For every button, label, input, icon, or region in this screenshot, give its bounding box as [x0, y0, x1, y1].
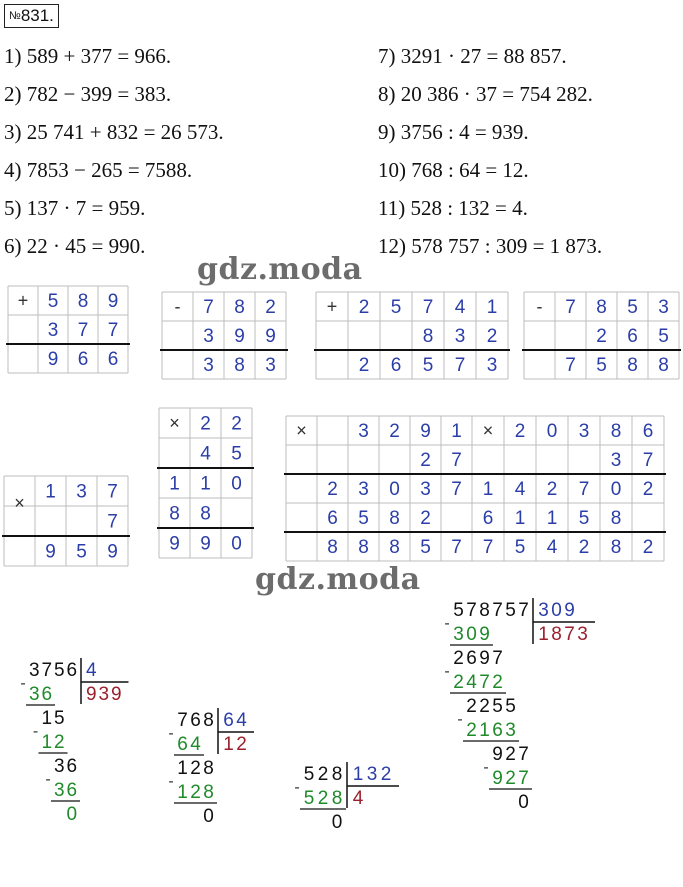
- remainder-digit: 7: [492, 648, 503, 669]
- divisor-digit: 9: [564, 600, 575, 621]
- operator-sign: ×: [14, 493, 25, 513]
- remainder-digit: 0: [518, 792, 529, 813]
- watermark: gdz.moda: [197, 252, 363, 287]
- subtrahend-digit: 2: [53, 732, 65, 753]
- digit: 2: [358, 354, 370, 376]
- digit: 6: [482, 507, 494, 529]
- digit: 5: [47, 290, 59, 312]
- digit: 0: [231, 473, 242, 495]
- dividend-digit: 5: [453, 600, 464, 621]
- dividend-digit: 7: [41, 660, 53, 681]
- digit: 3: [658, 296, 669, 318]
- quotient-digit: 4: [352, 788, 364, 809]
- remainder-digit: 2: [466, 696, 477, 717]
- equation-6: 6) 22 · 45 = 990.: [4, 234, 146, 258]
- minus-sign: -: [45, 771, 51, 788]
- quotient-digit: 3: [577, 624, 588, 645]
- digit: 8: [389, 507, 400, 529]
- equation-1: 1) 589 + 377 = 966.: [4, 44, 172, 68]
- dividend-digit: 7: [177, 710, 188, 731]
- digit: 3: [47, 319, 59, 341]
- subtrahend-digit: 1: [479, 720, 490, 741]
- digit: 8: [200, 503, 211, 525]
- remainder-digit: 9: [492, 744, 503, 765]
- digit: 2: [358, 296, 370, 318]
- quotient-digit: 8: [551, 624, 562, 645]
- equation-12: 12) 578 757 : 309 = 1 873.: [378, 234, 603, 258]
- digit: 7: [422, 296, 434, 318]
- subtrahend-digit: 3: [505, 720, 516, 741]
- divisor-digit: 0: [551, 600, 562, 621]
- digit: 7: [642, 449, 654, 471]
- digit: 2: [596, 325, 607, 347]
- divisor-digit: 3: [366, 764, 378, 785]
- quotient-digit: 2: [236, 734, 247, 755]
- digit: 9: [45, 541, 56, 563]
- digit: 5: [422, 354, 434, 376]
- remainder-digit: 9: [479, 648, 490, 669]
- digit: 8: [234, 354, 245, 376]
- equation-7: 7) 3291 · 27 = 88 857.: [378, 44, 567, 68]
- digit: 8: [327, 536, 338, 558]
- digit: 6: [77, 348, 89, 370]
- subtrahend-digit: 7: [479, 672, 490, 693]
- digit: 3: [358, 478, 369, 500]
- equation-4: 4) 7853 − 265 = 7588.: [4, 158, 193, 182]
- digit: 5: [578, 507, 590, 529]
- digit: 8: [610, 507, 622, 529]
- digit: 1: [514, 507, 526, 529]
- subtrahend-digit: 2: [317, 788, 329, 809]
- digit: 9: [200, 533, 211, 555]
- subtrahend-digit: 3: [53, 780, 65, 801]
- dividend-digit: 7: [492, 600, 503, 621]
- digit: 3: [358, 420, 369, 442]
- digit: 2: [231, 413, 242, 435]
- digit: 3: [203, 354, 214, 376]
- subtrahend-digit: 6: [41, 684, 53, 705]
- digit: 3: [76, 481, 87, 503]
- digit: 6: [107, 348, 119, 370]
- digit: 4: [454, 296, 466, 318]
- remainder-digit: 6: [66, 756, 78, 777]
- dividend-digit: 8: [203, 710, 214, 731]
- digit: 4: [200, 443, 211, 465]
- subtrahend-digit: 5: [303, 788, 315, 809]
- minus-sign: -: [457, 711, 463, 728]
- equation-11: 11) 528 : 132 = 4.: [378, 196, 528, 220]
- digit: 7: [107, 511, 118, 533]
- subtrahend-digit: 3: [28, 684, 40, 705]
- digit: 6: [627, 325, 638, 347]
- digit: 2: [546, 478, 558, 500]
- digit: 1: [169, 473, 180, 495]
- subtrahend-digit: 6: [492, 720, 503, 741]
- minus-sign: -: [168, 725, 174, 742]
- subtrahend-digit: 1: [41, 732, 53, 753]
- digit: 9: [107, 290, 119, 312]
- dividend-digit: 8: [479, 600, 490, 621]
- subtrahend-digit: 8: [331, 788, 343, 809]
- operator-sign: ×: [482, 420, 494, 441]
- subtrahend-digit: 2: [466, 720, 477, 741]
- digit: 0: [389, 478, 400, 500]
- operator-sign: -: [174, 296, 181, 317]
- equation-5: 5) 137 · 7 = 959.: [4, 196, 146, 220]
- digit: 5: [627, 296, 638, 318]
- subtrahend-digit: 6: [66, 780, 78, 801]
- remainder-digit: 7: [518, 744, 529, 765]
- digit: 1: [200, 473, 211, 495]
- remainder-digit: 5: [492, 696, 503, 717]
- digit: 3: [420, 478, 431, 500]
- equation-3: 3) 25 741 + 832 = 26 573.: [4, 120, 224, 144]
- digit: 9: [169, 533, 180, 555]
- subtrahend-digit: 0: [466, 624, 477, 645]
- digit: 8: [234, 296, 245, 318]
- subtrahend-digit: 4: [190, 734, 201, 755]
- digit: 3: [203, 325, 214, 347]
- minus-sign: -: [168, 773, 174, 790]
- digit: 4: [546, 536, 558, 558]
- digit: 1: [451, 420, 462, 442]
- subtrahend-digit: 9: [492, 768, 503, 789]
- digit: 3: [454, 325, 466, 347]
- digit: 3: [578, 420, 590, 442]
- digit: 0: [610, 478, 622, 500]
- remainder-digit: 2: [190, 758, 201, 779]
- digit: 2: [420, 507, 431, 529]
- dividend-digit: 5: [53, 660, 65, 681]
- divisor-digit: 6: [223, 710, 234, 731]
- quotient-digit: 9: [85, 684, 97, 705]
- digit: 8: [358, 536, 369, 558]
- digit: 7: [203, 296, 214, 318]
- digit: 2: [514, 420, 526, 442]
- digit: 7: [565, 354, 576, 376]
- quotient-digit: 1: [538, 624, 549, 645]
- subtrahend-digit: 2: [453, 672, 464, 693]
- divisor-digit: 4: [236, 710, 247, 731]
- subtrahend-digit: 6: [177, 734, 188, 755]
- digit: 8: [389, 536, 400, 558]
- digit: 4: [514, 478, 526, 500]
- problem-number: №831.: [4, 4, 59, 28]
- digit: 6: [642, 420, 654, 442]
- digit: 2: [265, 296, 276, 318]
- digit: 9: [47, 348, 59, 370]
- subtrahend-digit: 4: [466, 672, 477, 693]
- remainder-digit: 2: [479, 696, 490, 717]
- digit: 5: [420, 536, 431, 558]
- minus-sign: -: [483, 759, 489, 776]
- digit: 8: [169, 503, 180, 525]
- divisor-digit: 3: [538, 600, 549, 621]
- digit: 5: [390, 296, 402, 318]
- remainder-digit: 2: [453, 648, 464, 669]
- minus-sign: -: [20, 675, 26, 692]
- digit: 6: [327, 507, 338, 529]
- digit: 8: [596, 296, 607, 318]
- equation-9: 9) 3756 : 4 = 939.: [378, 120, 529, 144]
- digit: 3: [610, 449, 622, 471]
- digit: 1: [45, 481, 56, 503]
- digit: 7: [107, 319, 119, 341]
- digit: 3: [265, 354, 276, 376]
- dividend-digit: 7: [466, 600, 477, 621]
- quotient-digit: 1: [223, 734, 234, 755]
- digit: 5: [514, 536, 526, 558]
- subtrahend-digit: 3: [453, 624, 464, 645]
- subtrahend-digit: 1: [177, 782, 188, 803]
- digit: 5: [231, 443, 242, 465]
- quotient-digit: 3: [98, 684, 110, 705]
- digit: 9: [234, 325, 245, 347]
- digit: 2: [420, 449, 431, 471]
- digit: 9: [107, 541, 118, 563]
- operator-sign: ×: [296, 420, 307, 441]
- dividend-digit: 7: [518, 600, 529, 621]
- minus-sign: -: [294, 779, 300, 796]
- operator-sign: -: [536, 296, 543, 317]
- remainder-digit: 2: [505, 744, 516, 765]
- equation-2: 2) 782 − 399 = 383.: [4, 82, 172, 106]
- digit: 8: [658, 354, 669, 376]
- digit: 7: [107, 481, 118, 503]
- digit: 3: [486, 354, 498, 376]
- divisor-digit: 2: [380, 764, 392, 785]
- digit: 1: [546, 507, 558, 529]
- remainder-digit: 0: [203, 806, 214, 827]
- dividend-digit: 8: [331, 764, 343, 785]
- digit: 7: [578, 478, 590, 500]
- digit: 7: [451, 478, 462, 500]
- equation-8: 8) 20 386 · 37 = 754 282.: [378, 82, 593, 106]
- digit: 5: [658, 325, 669, 347]
- subtrahend-digit: 2: [492, 672, 503, 693]
- digit: 0: [231, 533, 242, 555]
- digit: 5: [76, 541, 87, 563]
- digit: 7: [482, 536, 494, 558]
- digit: 5: [358, 507, 369, 529]
- digit: 2: [642, 536, 654, 558]
- operator-sign: ×: [169, 413, 180, 433]
- dividend-digit: 5: [303, 764, 315, 785]
- digit: 8: [77, 290, 89, 312]
- remainder-digit: 5: [53, 708, 65, 729]
- minus-sign: -: [444, 615, 450, 632]
- dividend-digit: 6: [66, 660, 78, 681]
- remainder-digit: 0: [66, 804, 78, 825]
- digit: 8: [610, 420, 622, 442]
- subtrahend-digit: 7: [518, 768, 529, 789]
- digit: 2: [389, 420, 400, 442]
- dividend-digit: 5: [505, 600, 516, 621]
- digit: 2: [486, 325, 498, 347]
- watermark: gdz.moda: [255, 562, 421, 597]
- digit: 7: [454, 354, 466, 376]
- digit: 9: [420, 420, 431, 442]
- divisor-digit: 1: [352, 764, 364, 785]
- dividend-digit: 3: [28, 660, 40, 681]
- digit: 7: [451, 536, 462, 558]
- digit: 2: [200, 413, 211, 435]
- remainder-digit: 5: [505, 696, 516, 717]
- equation-10: 10) 768 : 64 = 12.: [378, 158, 529, 182]
- divisor-digit: 4: [85, 660, 97, 681]
- digit: 1: [482, 478, 494, 500]
- digit: 5: [596, 354, 607, 376]
- subtrahend-digit: 9: [479, 624, 490, 645]
- subtrahend-digit: 2: [190, 782, 201, 803]
- remainder-digit: 8: [203, 758, 214, 779]
- remainder-digit: 0: [331, 812, 343, 833]
- operator-sign: +: [17, 290, 29, 311]
- digit: 0: [546, 420, 558, 442]
- digit: 2: [578, 536, 590, 558]
- minus-sign: -: [32, 723, 39, 740]
- digit: 7: [451, 449, 462, 471]
- dividend-digit: 6: [190, 710, 201, 731]
- operator-sign: +: [326, 296, 338, 317]
- digit: 2: [327, 478, 338, 500]
- digit: 8: [610, 536, 622, 558]
- quotient-digit: 9: [110, 684, 122, 705]
- digit: 7: [77, 319, 89, 341]
- minus-sign: -: [444, 663, 450, 680]
- remainder-digit: 1: [177, 758, 188, 779]
- subtrahend-digit: 8: [203, 782, 214, 803]
- dividend-digit: 2: [317, 764, 329, 785]
- remainder-digit: 6: [466, 648, 477, 669]
- digit: 1: [486, 296, 498, 318]
- digit: 8: [627, 354, 638, 376]
- digit: 2: [642, 478, 654, 500]
- digit: 6: [390, 354, 402, 376]
- subtrahend-digit: 2: [505, 768, 516, 789]
- remainder-digit: 1: [41, 708, 53, 729]
- quotient-digit: 7: [564, 624, 575, 645]
- digit: 7: [565, 296, 576, 318]
- digit: 8: [422, 325, 434, 347]
- remainder-digit: 3: [53, 756, 65, 777]
- digit: 9: [265, 325, 276, 347]
